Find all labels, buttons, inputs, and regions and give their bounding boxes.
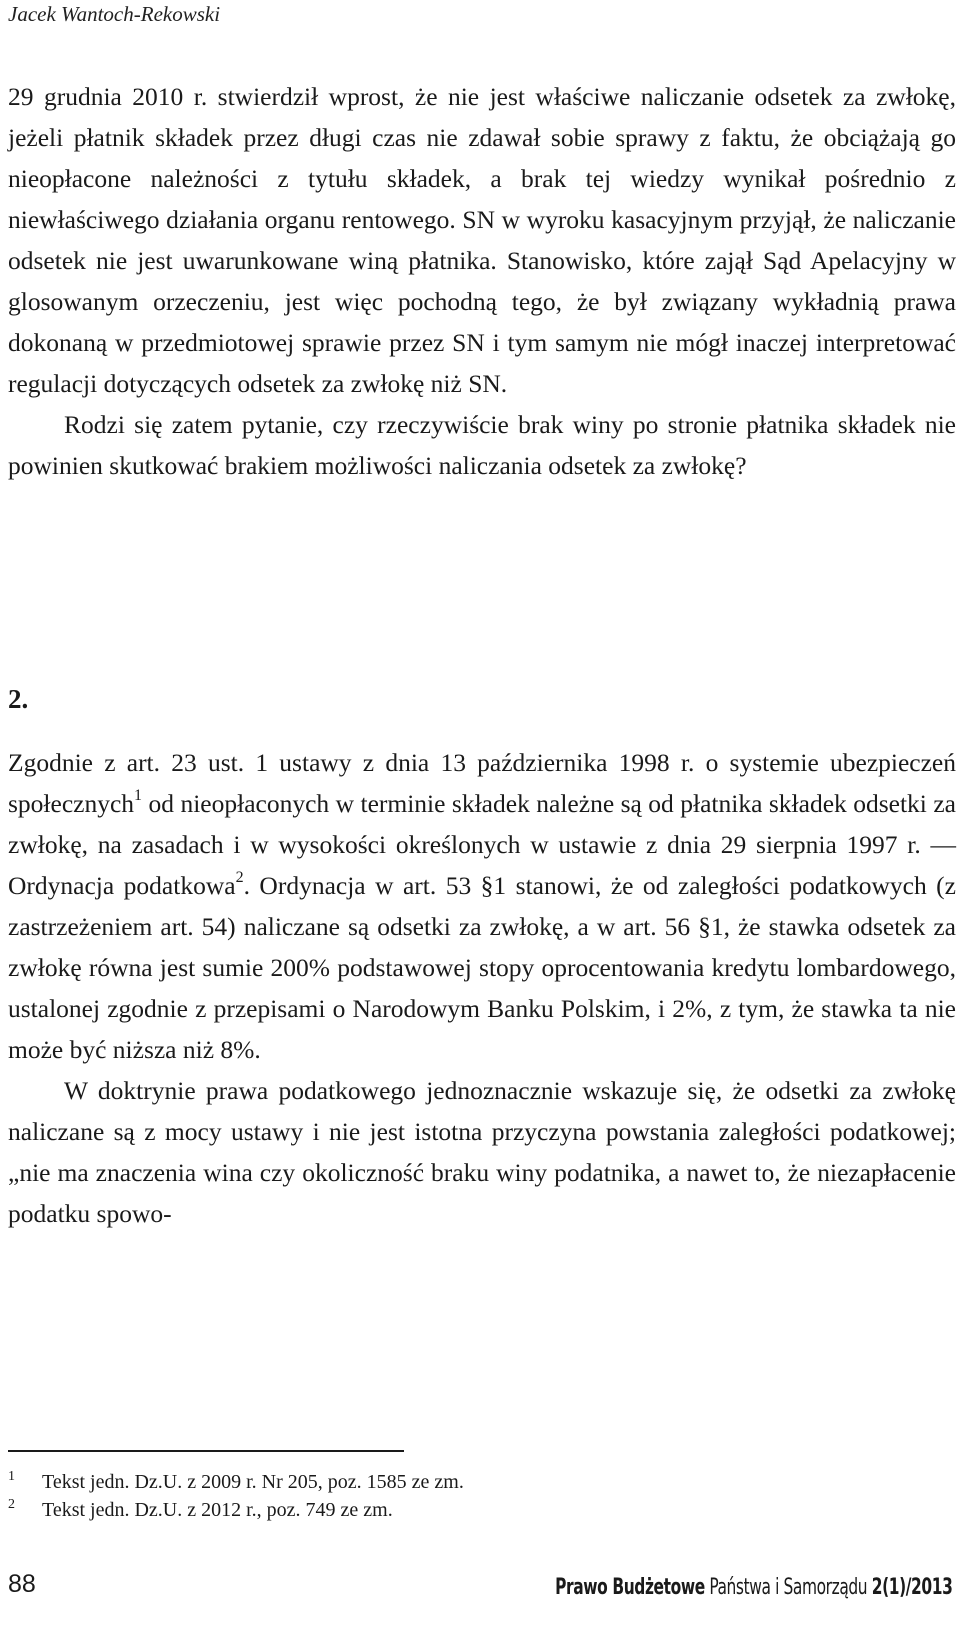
journal-issue: 2(1)/2013 [871, 1575, 952, 1600]
paragraph-3-part-c: . Ordynacja w art. 53 §1 stanowi, że od zaległości podatkowych (z zastrzeżeniem art. 54) naliczane są odsetki za zwłokę, a w art. 56 §1, że stawka odsetek za zwłokę równa jest sumie 200% podstawowej stopy oprocentowania kredytu lombardowego, ustalonej zgodnie z przepisami o Narodowym Banku Polskim, i 2%, z tym, że stawka ta nie może być niższa niż 8%. [8, 871, 956, 1064]
footnote-1-text: Tekst jedn. Dz.U. z 2009 r. Nr 205, poz. 1585 ze zm. [42, 1471, 464, 1493]
paragraph-3 [8, 742, 956, 1070]
footnote-ref-1[interactable]: 1 [134, 787, 143, 804]
footnote-2 [8, 1496, 808, 1524]
body-text-bottom [8, 742, 956, 1234]
section-number: 2. [8, 684, 29, 714]
body-text-top [8, 76, 956, 486]
paragraph-2: Rodzi się zatem pytanie, czy rzeczywiście brak winy po stronie płatnika składek nie powinien skutkować brakiem możliwości naliczania odsetek za zwłokę? [8, 410, 956, 480]
footnote-2-text: Tekst jedn. Dz.U. z 2012 r., poz. 749 ze zm. [42, 1499, 393, 1521]
footnote-1 [8, 1468, 808, 1496]
footnote-1-number: 1 [8, 1469, 15, 1484]
footnotes [8, 1468, 808, 1524]
running-head: Jacek Wantoch-Rekowski [8, 2, 221, 26]
paragraph-3-part-b: od nieopłaconych w terminie składek należne są od płatnika składek odsetki za zwłokę, na zasadach i w wysokości określonych w ustawie z dnia 29 sierpnia 1997 r. — Ordynacja podatkowa [8, 789, 956, 900]
paragraph-1: 29 grudnia 2010 r. stwierdził wprost, że nie jest właściwe naliczanie odsetek za zwłokę, jeżeli płatnik składek przez długi czas nie zdawał sobie sprawy z faktu, że obciążają go nieopłacone należności z tytułu składek, a brak tej wiedzy wynikał pośrednio z niewłaściwego działania organu rentowego. SN w wyroku kasacyjnym przyjął, że naliczanie odsetek nie jest uwarunkowane winą płatnika. Stanowisko, które zajął Sąd Apelacyjny w glosowanym orzeczeniu, jest więc pochodną tego, że był związany wykładnią prawa dokonaną w przedmiotowej sprawie przez SN i tym samym nie mógł inaczej interpretować regulacji dotyczących odsetek za zwłokę niż SN. [8, 82, 956, 398]
paragraph-4: W doktrynie prawa podatkowego jednoznacznie wskazuje się, że odsetki za zwłokę naliczane są z mocy ustawy i nie jest istotna przyczyna powstania zaległości podatkowej; „nie ma znaczenia wina czy okoliczność braku winy podatnika, a nawet to, że niezapłacenie podatku spowo- [8, 1076, 956, 1228]
paragraph-3-part-a: Zgodnie z art. 23 ust. 1 ustawy z dnia 13 października 1998 r. o systemie ubezpieczeń społecznych [8, 748, 956, 818]
journal-name-regular: Państwa i Samorządu [708, 1575, 867, 1600]
footnote-ref-2[interactable]: 2 [235, 869, 244, 886]
journal-title [555, 1575, 952, 1600]
footnote-rule [8, 1450, 404, 1452]
journal-name-bold: Prawo Budżetowe [554, 1575, 705, 1600]
page-number: 88 [8, 1570, 36, 1598]
footnote-2-number: 2 [8, 1497, 15, 1512]
